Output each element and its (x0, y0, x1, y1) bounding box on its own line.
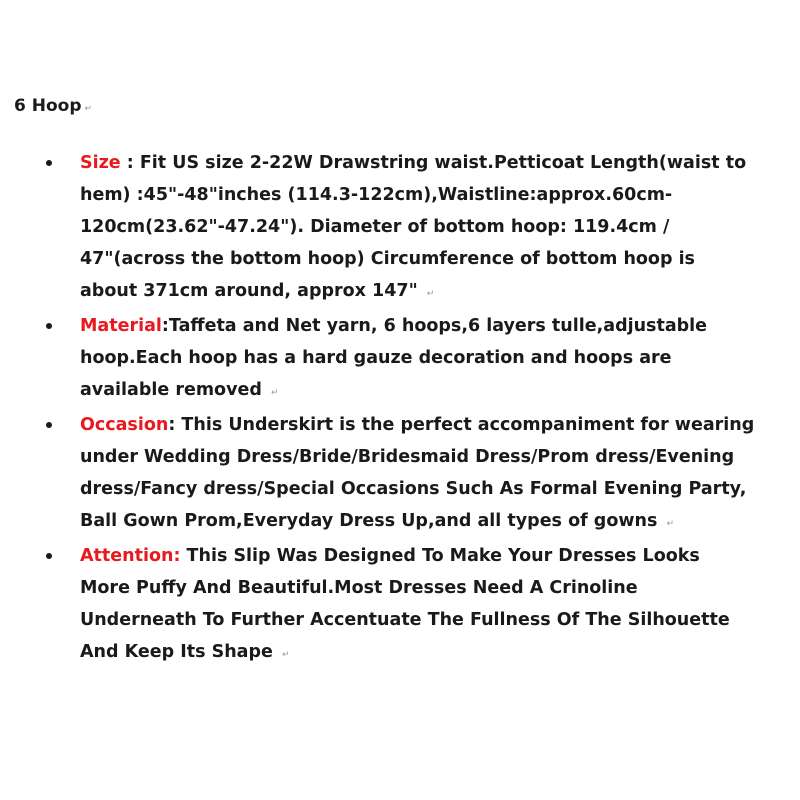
heading-text: 6 Hoop (14, 96, 82, 116)
bullet-item-occasion (0, 409, 800, 540)
bullet-text: More Puffy And Beautiful.Most Dresses Need A Crinoline (80, 578, 638, 598)
bullet-line (80, 211, 786, 243)
bullet-text: : Fit US size 2-22W Drawstring waist.Petticoat Length(waist to (120, 153, 747, 173)
bullet-text: hoop.Each hoop has a hard gauze decoration and hoops are (80, 348, 672, 368)
bullet-line (80, 572, 786, 604)
bullet-line (80, 604, 786, 636)
bullet-line (80, 441, 786, 473)
bullet-text: dress/Fancy dress/Special Occasions Such As Formal Evening Party, (80, 479, 747, 499)
bullet-label: Attention: (80, 546, 181, 566)
bullet-text: Ball Gown Prom,Everyday Dress Up,and all types of gowns (80, 511, 664, 531)
bullet-text: 120cm(23.62"-47.24"). Diameter of bottom hoop: 119.4cm / (80, 217, 670, 237)
bullet-text: : This Underskirt is the perfect accompaniment for wearing (168, 415, 755, 435)
bullet-line (80, 310, 786, 342)
bullet-line (80, 374, 786, 409)
feature-bullet-list (0, 147, 800, 671)
bullet-line (80, 147, 786, 179)
paragraph-mark-icon: ↵ (270, 388, 279, 398)
bullet-line (80, 505, 786, 540)
bullet-icon (46, 422, 52, 428)
bullet-line (80, 342, 786, 374)
bullet-line (80, 540, 786, 572)
bullet-icon (46, 553, 52, 559)
bullet-text: :Taffeta and Net yarn, 6 hoops,6 layers tulle,adjustable (161, 316, 708, 336)
section-heading (14, 95, 92, 120)
bullet-line (80, 179, 786, 211)
bullet-text: available removed (80, 380, 268, 400)
bullet-label: Material (80, 316, 162, 336)
bullet-text: under Wedding Dress/Bride/Bridesmaid Dress/Prom dress/Evening (80, 447, 735, 467)
paragraph-mark-icon: ↵ (84, 104, 93, 114)
bullet-text: 47"(across the bottom hoop) Circumference of bottom hoop is (80, 249, 695, 269)
bullet-item-size (0, 147, 800, 310)
paragraph-mark-icon: ↵ (666, 519, 675, 529)
paragraph-mark-icon: ↵ (281, 650, 290, 660)
bullet-text: And Keep Its Shape (80, 642, 279, 662)
paragraph-mark-icon: ↵ (426, 289, 435, 299)
bullet-icon (46, 323, 52, 329)
bullet-text: about 371cm around, approx 147" (80, 281, 424, 301)
bullet-label: Occasion (80, 415, 169, 435)
bullet-text: hem) :45"-48"inches (114.3-122cm),Waistline:approx.60cm- (80, 185, 673, 205)
bullet-line (80, 243, 786, 275)
bullet-line (80, 636, 786, 671)
bullet-text: This Slip Was Designed To Make Your Dresses Looks (180, 546, 700, 566)
bullet-label: Size (80, 153, 121, 173)
bullet-item-material (0, 310, 800, 409)
bullet-icon (46, 160, 52, 166)
bullet-line (80, 473, 786, 505)
bullet-line (80, 275, 786, 310)
bullet-line (80, 409, 786, 441)
bullet-text: Underneath To Further Accentuate The Fullness Of The Silhouette (80, 610, 730, 630)
bullet-item-attention (0, 540, 800, 671)
